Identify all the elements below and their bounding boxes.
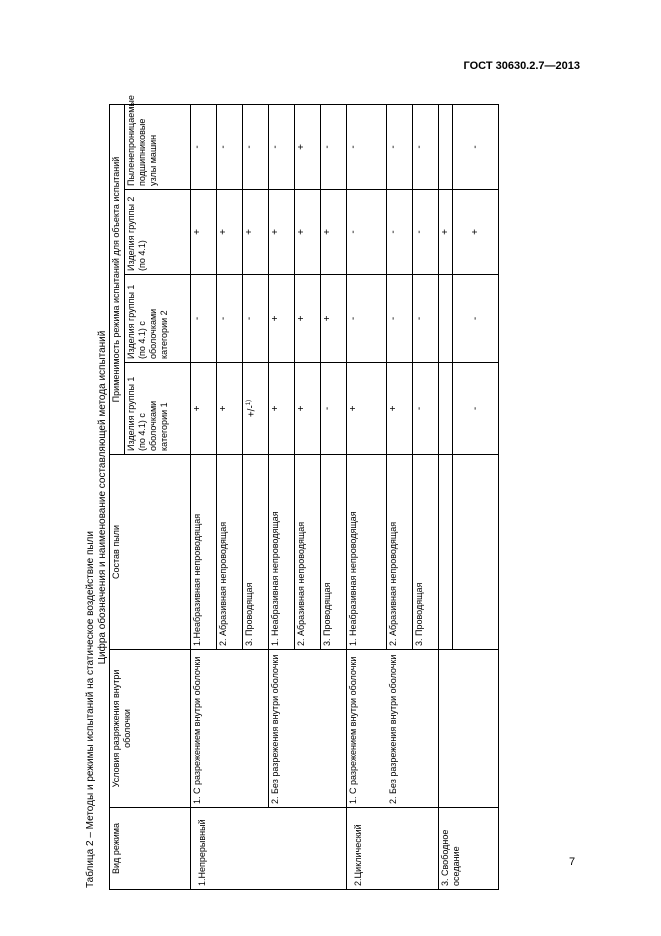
value-cell: - [243,275,269,363]
table-row [439,105,453,890]
value-cell: - [453,275,499,363]
value-cell: - [269,105,295,190]
col-conditions-header: Условия разряжения внутри оболочки [110,650,191,808]
value-cell: + [321,190,347,275]
dust-cell: 2. Абразивная непроводящая [295,455,321,650]
table-row [387,105,413,890]
value-cell: + [217,190,243,275]
col-applicability-header: Применимость режима испытаний для объекта испытаний [110,105,125,455]
value-cell [439,105,453,190]
value-cell: - [387,190,413,275]
mode-continuous: 1.Непрерывный [191,808,269,890]
mode-free-settling: 3. Свободное оседание [439,808,499,890]
document-code: ГОСТ 30630.2.7—2013 [463,60,580,72]
condition-without-vacuum-2: 2. Без разрежения внутри оболочки [387,650,439,808]
table-header-row [110,105,125,890]
col-mode-header: Вид режима [110,808,191,890]
value-cell [439,275,453,363]
value-cell: + [295,363,321,455]
col-dust-header: Состав пыли [110,455,191,650]
value-cell: - [413,190,439,275]
col-group1-cat2-header: Изделия группы 1 (по 4.1) с оболочками категории 2 [125,275,191,363]
dust-cell: 1. Неабразивная непроводящая [347,455,387,650]
dust-test-table [109,95,499,890]
dust-cell [453,455,499,650]
value-cell: + [191,190,217,275]
value-cell: + [269,190,295,275]
dust-cell: 3. Проводящая [413,455,439,650]
value-cell: + [217,363,243,455]
page-number: 7 [569,856,576,868]
rotated-table-block [85,95,481,890]
condition-empty [439,650,499,808]
value-cell: - [321,363,347,455]
value-cell: + [243,190,269,275]
table-caption: Таблица 2 – Методы и режимы испытаний на статическое воздействие пыли [85,531,96,888]
value-cell: + [387,363,413,455]
value-cell: - [243,105,269,190]
dust-cell: 2. Абразивная непроводящая [217,455,243,650]
table-row [347,105,387,890]
value-cell: - [321,105,347,190]
value-text: +/- [246,405,258,418]
value-cell: + [347,363,387,455]
mode-continuous-cont [269,808,347,890]
table-subcaption: Цифра обозначения и наименование составляющей метода испытаний [97,330,108,665]
value-cell: - [347,275,387,363]
value-cell: + [269,363,295,455]
value-cell: - [453,363,499,455]
value-cell: - [387,275,413,363]
value-cell: - [191,105,217,190]
dust-cell: 3. Проводящая [243,455,269,650]
dust-cell [439,455,453,650]
value-cell: - [453,105,499,190]
value-cell: + [295,190,321,275]
value-cell: + [295,275,321,363]
dust-cell: 2. Абразивная непроводящая [387,455,413,650]
condition-with-vacuum-1: 1. С разрежением внутри оболочки [191,650,269,808]
value-cell: - [413,275,439,363]
value-cell [243,363,269,455]
value-cell: - [191,275,217,363]
condition-with-vacuum-2: 1. С разрежением внутри оболочки [347,650,387,808]
value-cell: + [269,275,295,363]
dust-cell: 1.Неабразивная непроводящая [191,455,217,650]
value-cell: - [387,105,413,190]
value-cell: + [295,105,321,190]
value-cell: + [453,190,499,275]
footnote-mark: 1) [246,399,252,406]
col-group1-cat1-header: Изделия группы 1 (по 4.1) с оболочками категории 1 [125,363,191,455]
value-cell: - [217,105,243,190]
table-row [269,105,295,890]
value-cell: - [413,105,439,190]
dust-cell: 3. Проводящая [321,455,347,650]
value-cell: - [413,363,439,455]
value-cell: + [321,275,347,363]
col-dustproof-header: Пыленепроницаемые подшипниковые узлы машин [125,105,191,190]
table-row [191,105,217,890]
value-cell: - [217,275,243,363]
value-cell: + [439,190,453,275]
value-cell: + [191,363,217,455]
condition-without-vacuum-1: 2. Без разрежения внутри оболочки [269,650,347,808]
mode-cyclic: 2.Циклический [347,808,439,890]
value-cell [439,363,453,455]
col-group2-header: Изделия группы 2 (по 4.1) [125,190,191,275]
value-cell: - [347,105,387,190]
dust-cell: 1. Неабразивная непроводящая [269,455,295,650]
value-cell: - [347,190,387,275]
